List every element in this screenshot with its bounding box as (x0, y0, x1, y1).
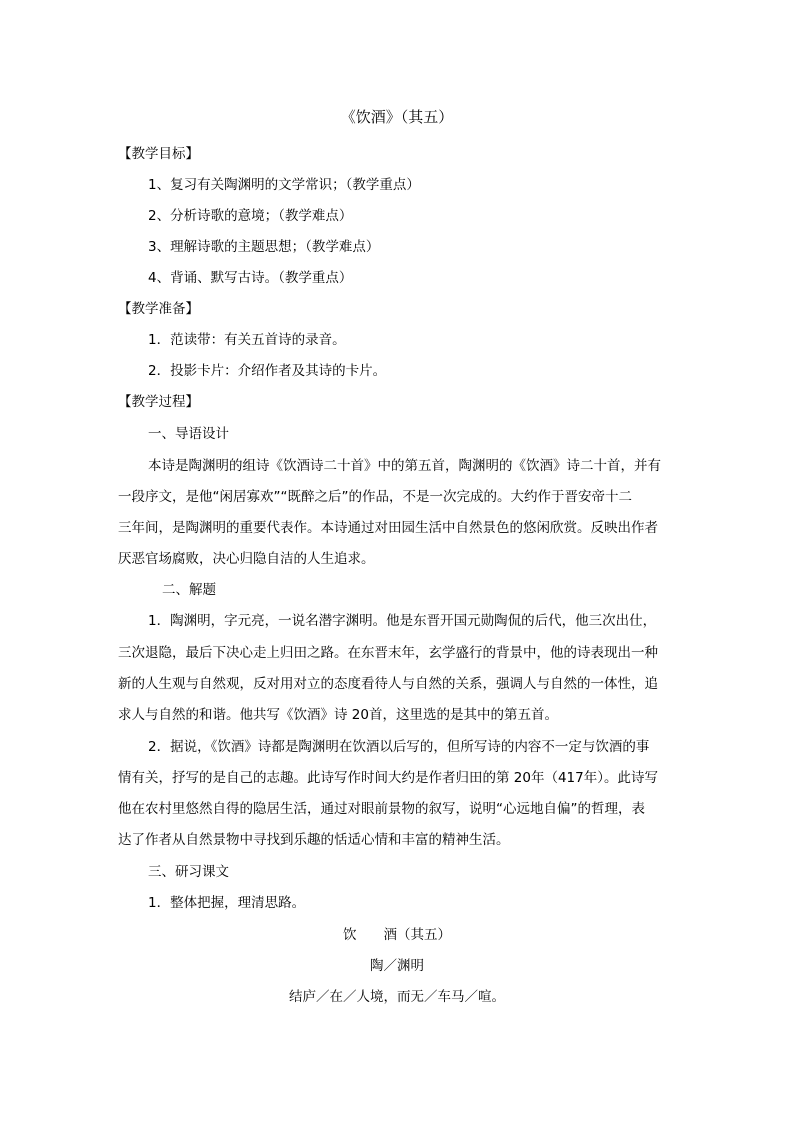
part-title-study: 三、研习课文 (148, 864, 229, 880)
poem-line: 结庐／在／人境，而无／车马／喧。 (289, 989, 505, 1005)
paragraph-line: 求人与自然的和谐。他共写《饮酒》诗 20首，这里选的是其中的第五首。 (118, 707, 558, 723)
paragraph-line: 他在农村里悠然自得的隐居生活，通过对眼前景物的叙写，说明“心远地自偏”的哲理，表 (118, 801, 645, 817)
section-heading-preparation: 【教学准备】 (118, 301, 199, 317)
goal-item: 1、复习有关陶渊明的文学常识；（教学重点） (148, 177, 420, 193)
poem-title: 饮 酒（其五） (343, 927, 451, 943)
preparation-item: 2．投影卡片：介绍作者及其诗的卡片。 (148, 363, 387, 379)
paragraph-line: 一段序文，是他“闲居寡欢”“既醉之后”的作品，不是一次完成的。大约作于晋安帝十二 (118, 489, 632, 505)
paragraph-line: 三年间，是陶渊明的重要代表作。本诗通过对田园生活中自然景色的悠闲欣赏。反映出作者 (118, 520, 658, 536)
section-heading-goals: 【教学目标】 (118, 146, 199, 162)
paragraph-line: 2．据说，《饮酒》诗都是陶渊明在饮酒以后写的，但所写诗的内容不一定与饮酒的事 (148, 739, 650, 755)
paragraph-line: 新的人生观与自然观，反对用对立的态度看待人与自然的关系，强调人与自然的一体性，追 (118, 676, 658, 692)
paragraph-line: 情有关，抒写的是自己的志趣。此诗写作时间大约是作者归田的第 20年（417年）。此诗写 (118, 770, 658, 786)
document-title: 《饮酒》（其五） (340, 108, 454, 126)
paragraph-line: 本诗是陶渊明的组诗《饮酒诗二十首》中的第五首，陶渊明的《饮酒》诗二十首，并有 (148, 458, 661, 474)
paragraph-line: 1．陶渊明，字元亮，一说名潜字渊明。他是东晋开国元勋陶侃的后代，他三次出仕， (148, 613, 657, 629)
paragraph-line: 达了作者从自然景物中寻找到乐趣的恬适心情和丰富的精神生活。 (118, 832, 510, 848)
poem-author: 陶／渊明 (370, 958, 424, 974)
part-title-intro: 一、导语设计 (148, 426, 229, 442)
paragraph-line: 三次退隐，最后下决心走上归田之路。在东晋末年，玄学盛行的背景中，他的诗表现出一种 (118, 645, 658, 661)
goal-item: 2、分析诗歌的意境；（教学难点） (148, 208, 353, 224)
section-heading-process: 【教学过程】 (118, 394, 199, 410)
goal-item: 4、背诵、默写古诗。（教学重点） (148, 270, 353, 286)
preparation-item: 1．范读带：有关五首诗的录音。 (148, 332, 346, 348)
paragraph-line: 厌恶官场腐败，决心归隐自洁的人生追求。 (118, 551, 375, 567)
study-item: 1．整体把握，理清思路。 (148, 895, 306, 911)
part-title-explanation: 二、解题 (162, 582, 216, 598)
goal-item: 3、理解诗歌的主题思想；（教学难点） (148, 239, 380, 255)
